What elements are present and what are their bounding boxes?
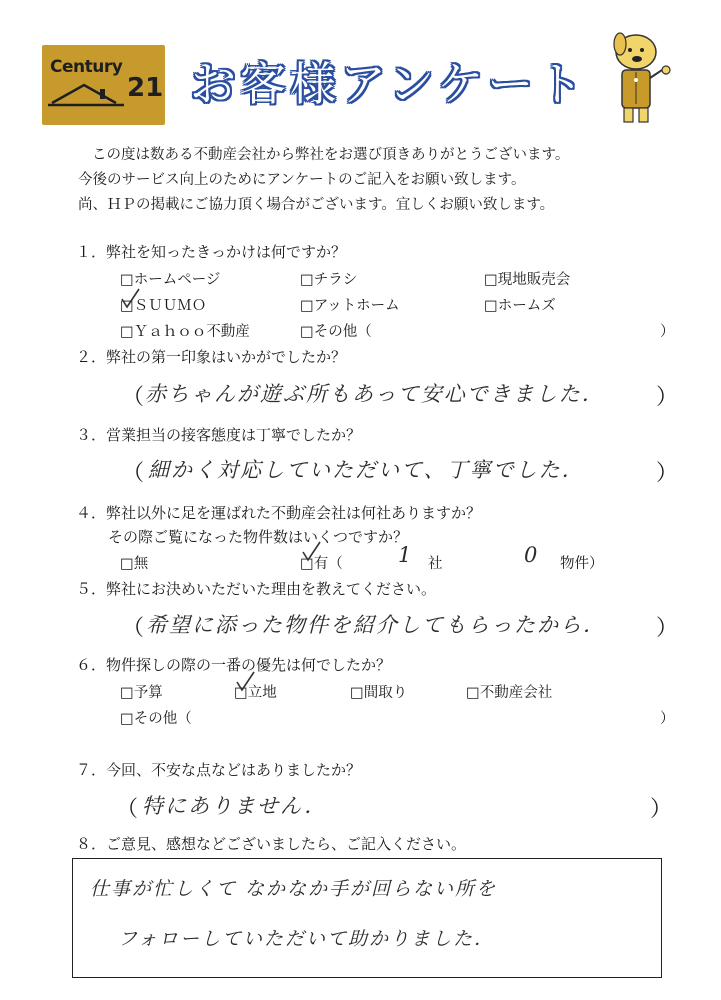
q3-open: （ bbox=[122, 461, 145, 486]
q4-property-unit: 物件） bbox=[560, 556, 604, 572]
q2-label: ２．弊社の第一印象はいかがでしたか？ bbox=[76, 348, 347, 366]
logo-number: 21 bbox=[127, 73, 164, 103]
page-title: お客様アンケート bbox=[190, 57, 588, 111]
q1-option-suumo[interactable]: □ＳＵＵＭＯ bbox=[120, 298, 207, 314]
q5-answer: 希望に添った物件を紹介してもらったから． bbox=[146, 613, 606, 637]
q6-option-agency[interactable]: □不動産会社 bbox=[466, 685, 553, 701]
q7-open: （ bbox=[116, 797, 139, 822]
q4-checkmark-icon bbox=[300, 540, 322, 562]
q4-label-2: その際ご覧になった物件数はいくつですか？ bbox=[108, 528, 409, 546]
q1-option-homes[interactable]: □ホームズ bbox=[484, 298, 556, 314]
dog-mascot-icon bbox=[604, 30, 684, 130]
intro-line-1: この度は数ある不動産会社から弊社をお選び頂きありがとうございます。 bbox=[92, 147, 570, 163]
q4-option-none[interactable]: □無 bbox=[120, 556, 149, 572]
logo-brand: Century bbox=[50, 57, 123, 77]
q3-close: ） bbox=[656, 461, 679, 486]
q1-option-other[interactable]: □その他（ bbox=[300, 324, 372, 340]
q6-option-location[interactable]: □立地 bbox=[234, 685, 277, 701]
intro-line-3: 尚、ＨＰの掲載にご協力頂く場合がございます。宜しくお願い致します。 bbox=[78, 197, 555, 213]
q1-option-yahoo[interactable]: □Ｙａｈｏｏ不動産 bbox=[120, 324, 250, 340]
q1-option-open-house[interactable]: □現地販売会 bbox=[484, 272, 571, 288]
q6-option-budget[interactable]: □予算 bbox=[120, 685, 163, 701]
q6-checkmark-icon bbox=[234, 670, 256, 692]
q4-option-yes[interactable]: □有（ bbox=[300, 556, 343, 572]
q2-open: （ bbox=[122, 385, 145, 410]
q6-option-layout[interactable]: □間取り bbox=[350, 685, 408, 701]
q6-label: ６．物件探しの際の一番の優先は何でしたか？ bbox=[76, 656, 392, 674]
q4-company-count: 1 bbox=[398, 543, 414, 567]
q8-answer-line-2: フォローしていただいて助かりました． bbox=[118, 928, 496, 950]
q1-option-homepage[interactable]: □ホームページ bbox=[120, 272, 221, 288]
q1-checkmark-icon bbox=[119, 287, 141, 309]
q5-close: ） bbox=[656, 616, 679, 641]
q5-label: ５．弊社にお決めいただいた理由を教えてください。 bbox=[76, 580, 437, 598]
q7-answer: 特にありません． bbox=[142, 794, 328, 818]
q4-company-unit: 社 bbox=[428, 556, 443, 572]
q5-open: （ bbox=[122, 616, 145, 641]
q7-label: ７．今回、不安な点などはありましたか？ bbox=[76, 761, 362, 779]
q2-close: ） bbox=[656, 385, 679, 410]
q1-option-athome[interactable]: □アットホーム bbox=[300, 298, 400, 314]
q6-other-close: ） bbox=[660, 711, 675, 727]
century21-logo bbox=[42, 45, 165, 125]
intro-line-2: 今後のサービス向上のためにアンケートのご記入をお願い致します。 bbox=[78, 172, 526, 188]
q4-property-count: 0 bbox=[524, 543, 540, 567]
q6-option-other[interactable]: □その他（ bbox=[120, 711, 192, 727]
q4-label: ４．弊社以外に足を運ばれた不動産会社は何社ありますか？ bbox=[76, 504, 482, 522]
q1-option-flyer[interactable]: □チラシ bbox=[300, 272, 358, 288]
q1-label: １．弊社を知ったきっかけは何ですか？ bbox=[76, 243, 347, 261]
q3-label: ３．営業担当の接客態度は丁寧でしたか？ bbox=[76, 426, 362, 444]
q8-answer-line-1: 仕事が忙しくて なかなか手が回らない所を bbox=[90, 878, 498, 900]
q2-answer: 赤ちゃんが遊ぶ所もあって安心できました． bbox=[145, 382, 605, 406]
q7-close: ） bbox=[650, 797, 673, 822]
q1-other-close: ） bbox=[660, 324, 675, 340]
q3-answer: 細かく対応していただいて、丁寧でした． bbox=[148, 458, 585, 482]
q8-label: ８．ご意見、感想などございましたら、ご記入ください。 bbox=[76, 835, 467, 853]
